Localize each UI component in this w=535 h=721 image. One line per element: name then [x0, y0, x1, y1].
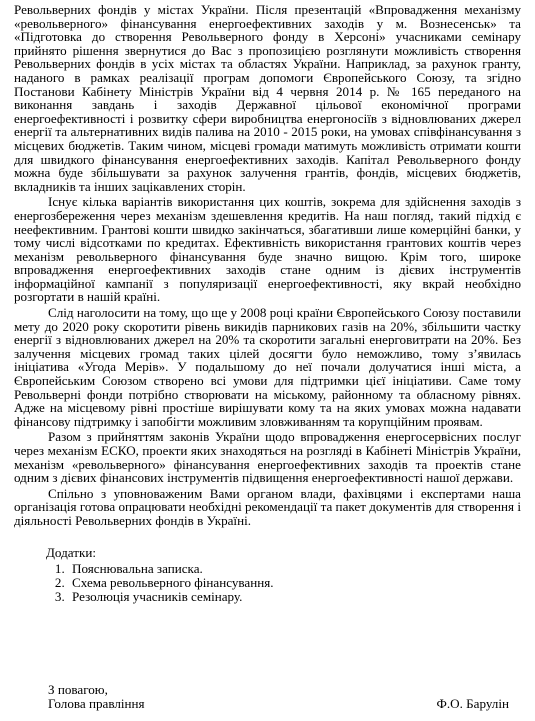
paragraph-5: Спільно з уповноваженим Вами органом влади, фахівцями і експертами наша організація готова опрацювати необхідні рекомендації та пакет документів для створення і діяльності Револьверних фондів в Україні. [14, 485, 521, 528]
attachments-section [14, 546, 521, 604]
closing-block [48, 683, 145, 711]
paragraph-2: Існує кілька варіантів використання цих коштів, зокрема для здійснення заходів з енергозбереження через механізм здешевлення кредитів. На наш погляд, такий підхід є неефективним. Грантові кошти швидко закінчаться, збагативши лише комерційні банки, у тому числі відсотками по кредитах. Ефективність використання грантових коштів через механізм револьверного фінансування буде значно вищою. Крім того, широке впровадження енергоефективних заходів стане одним із дієвих інструментів інформаційної кампанії з популяризації енергоефективності, яку вкрай необхідно розгортати в нашій країні. [14, 194, 521, 305]
paragraph-1: Револьверних фондів у містах України. Після презентацій «Впровадження механізму «револьверного» фінансування енергоефективних заходів у м. Вознесенськ» та «Підготовка до створення Револьверного фонду в Херсоні» учасниками семінару прийнято рішення звернутися до Вас з пропозицією розглянути можливість створення Револьверних фондів в усіх містах та областях України. Наприклад, за рахунок гранту, наданого в рамках реалізації програм допомоги Європейського Союзу, та згідно Постанови Кабінету Міністрів України від 4 червня 2014 р. № 165 переданого на виконання завдань і заходів Державної цільової економічної програми енергоефективності і розвитку сфери виробництва енергоносіїв з відновлюваних джерел енергії та альтернативних видів палива на 2010 - 2015 роки, на умовах співфінансування з місцевих бюджетів. Таким чином, місцеві громади матимуть можливість отримати кошти для швидкого фінансування енергоефективних заходів. Капітал Револьверного фонду можна буде збільшувати за рахунок залучення грантів, фондів, місцевих бюджетів, вкладників та інших зацікавлених сторін. [14, 2, 521, 194]
attachments-title: Додатки: [46, 544, 96, 560]
signatory-name: Ф.О. Барулін [436, 696, 509, 711]
attachment-item: 2. Схема револьверного фінансування. [68, 576, 521, 590]
paragraph-3: Слід наголосити на тому, що ще у 2008 році країни Європейського Союзу поставили мету до 2020 року скоротити рівень викидів парникових газів на 20%, збільшити частку енергії з відновлюваних джерел на 20% та скоротити загальні енерговитрати на 20%. Без залучення місцевих громад таких цілей досягти було неможливо, тому з’явилась ініціатива «Угода Мерів». У подальшому до неї почали долучатися інші міста, а Європейським Союзом створено всі умови для підтримки цієї ініціативи. Саме тому Револьверні фонди потрібно створювати на міському, районному та обласному рівнях. Адже на місцевому рівні простіше вирішувати кому та на яких умовах можна надавати фінансову підтримку і запобігти можливим зловживанням та корупційним проявам. [14, 305, 521, 429]
closing-regards: З повагою, [48, 682, 108, 697]
attachment-item: 3. Резолюція учасників семінару. [68, 590, 521, 604]
attachment-item: 1. Пояснювальна записка. [68, 562, 521, 576]
paragraph-4: Разом з прийняттям законів України щодо впровадження енергосервісних послуг через механізм ЕСКО, проекти яких знаходяться на розгляді в Кабінеті Міністрів України, механізм «револьверного» фінансування енергоефективних заходів та проектів стане одним з дієвих фінансових інструментів підвищення енергоефективності нашої держави. [14, 429, 521, 486]
closing-position: Голова правління [48, 696, 145, 711]
attachments-list [46, 562, 521, 604]
